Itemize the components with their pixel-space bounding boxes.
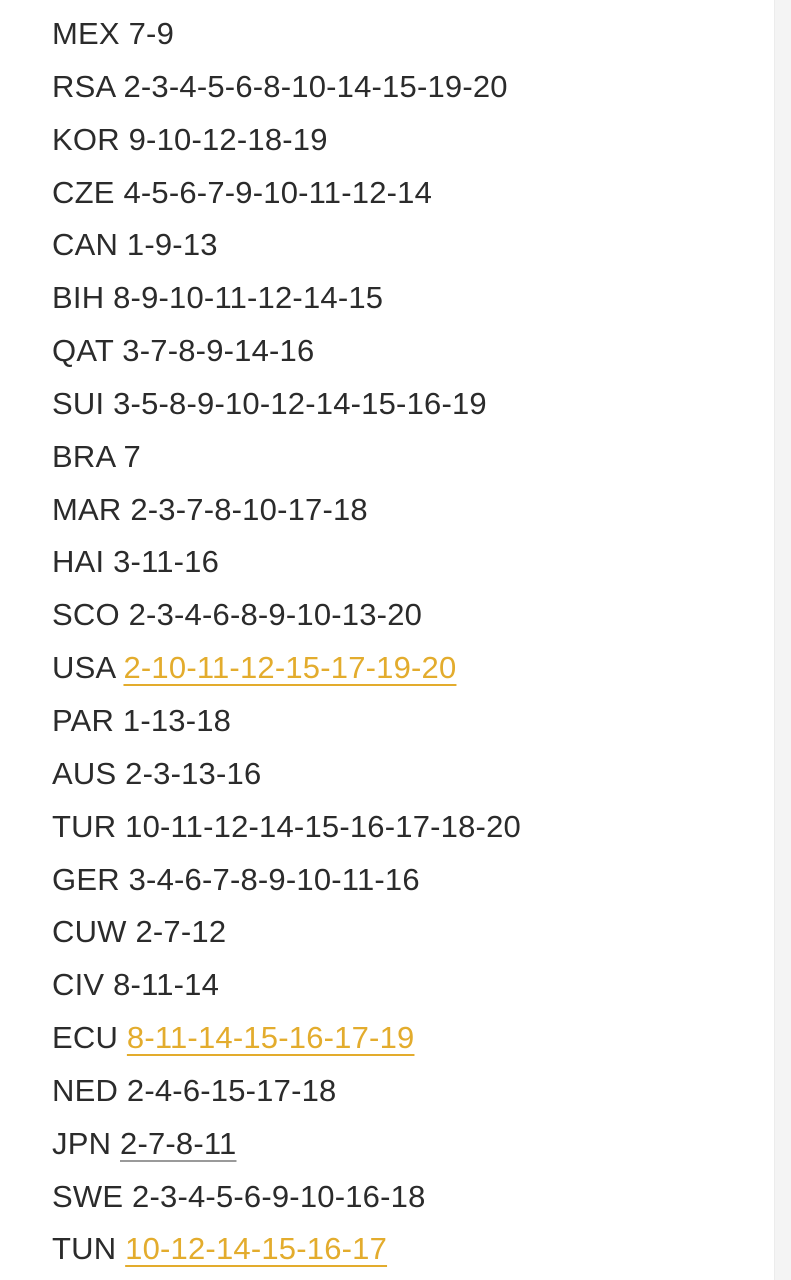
team-code: KOR — [52, 121, 120, 157]
team-code: HAI — [52, 544, 105, 580]
number-sequence: 3-7-8-9-14-16 — [122, 333, 315, 369]
number-sequence: 4-5-6-7-9-10-11-12-14 — [123, 174, 433, 210]
number-sequence: 3-5-8-9-10-12-14-15-16-19 — [113, 385, 487, 421]
number-sequence: 2-3-7-8-10-17-18 — [130, 491, 368, 527]
team-code: MEX — [52, 16, 120, 51]
list-item — [52, 61, 521, 114]
team-code: CIV — [52, 967, 105, 1003]
team-code: JPN — [52, 1125, 112, 1161]
number-sequence: 3-4-6-7-8-9-10-11-16 — [128, 861, 420, 897]
list-item — [52, 114, 521, 167]
scrollbar-track[interactable] — [774, 0, 791, 1280]
team-code: MAR — [52, 491, 122, 527]
list-item — [52, 695, 521, 748]
list-item — [52, 378, 521, 431]
list-item — [52, 748, 521, 801]
number-sequence: 3-11-16 — [113, 544, 220, 580]
number-sequence-link[interactable]: 8-11-14-15-16-17-19 — [126, 1020, 415, 1056]
team-code: QAT — [52, 333, 114, 369]
team-code: SCO — [52, 597, 120, 633]
list-item — [52, 1012, 521, 1065]
list-item — [52, 1118, 521, 1171]
team-code: PAR — [52, 702, 115, 738]
list-item — [52, 8, 521, 61]
list-item — [52, 1171, 521, 1224]
number-sequence-link[interactable]: 10-12-14-15-16-17 — [125, 1231, 388, 1267]
list-item — [52, 1223, 521, 1276]
list-item — [52, 484, 521, 537]
number-sequence: 8-9-10-11-12-14-15 — [113, 280, 384, 316]
team-code: CZE — [52, 174, 115, 210]
list-item — [52, 219, 521, 272]
team-code: SWE — [52, 1178, 124, 1214]
number-sequence: 1-9-13 — [126, 227, 218, 263]
number-sequence: 9-10-12-18-19 — [128, 121, 328, 157]
team-code: RSA — [52, 68, 115, 104]
team-code: ECU — [52, 1020, 119, 1056]
number-sequence: 2-3-4-6-8-9-10-13-20 — [128, 597, 423, 633]
list-item — [52, 325, 521, 378]
number-sequence: 10-11-12-14-15-16-17-18-20 — [125, 808, 521, 844]
team-code: BIH — [52, 280, 105, 316]
number-sequence-link[interactable]: 2-7-8-11 — [120, 1125, 237, 1161]
list-item — [52, 167, 521, 220]
list-item — [52, 589, 521, 642]
list-item — [52, 272, 521, 325]
list-item — [52, 431, 521, 484]
team-code: CAN — [52, 227, 119, 263]
team-code: SUI — [52, 385, 105, 421]
list-item — [52, 536, 521, 589]
number-sequence: 1-13-18 — [122, 702, 232, 738]
team-code: GER — [52, 861, 120, 897]
list-item — [52, 1065, 521, 1118]
number-sequence: 2-3-4-5-6-9-10-16-18 — [132, 1178, 426, 1214]
number-sequence: 2-3-4-5-6-8-10-14-15-19-20 — [123, 68, 508, 104]
team-code: BRA — [52, 438, 115, 474]
team-code: TUR — [52, 808, 117, 844]
list-item — [52, 801, 521, 854]
team-code: CUW — [52, 914, 127, 950]
team-code: TUN — [52, 1231, 117, 1267]
number-sequence: 2-3-13-16 — [125, 755, 262, 791]
team-code: NED — [52, 1072, 119, 1108]
team-code: USA — [52, 650, 115, 686]
number-sequence: 2-7-12 — [135, 914, 227, 950]
list-item — [52, 642, 521, 695]
team-numbers-list — [52, 8, 521, 1276]
list-item — [52, 959, 521, 1012]
team-code: AUS — [52, 755, 117, 791]
number-sequence-link[interactable]: 2-10-11-12-15-17-19-20 — [123, 650, 457, 686]
number-sequence: 2-4-6-15-17-18 — [126, 1072, 337, 1108]
number-sequence: 8-11-14 — [113, 967, 220, 1003]
list-item — [52, 906, 521, 959]
list-item — [52, 854, 521, 907]
number-sequence: 7-9 — [128, 16, 175, 51]
number-sequence: 7 — [123, 438, 141, 474]
